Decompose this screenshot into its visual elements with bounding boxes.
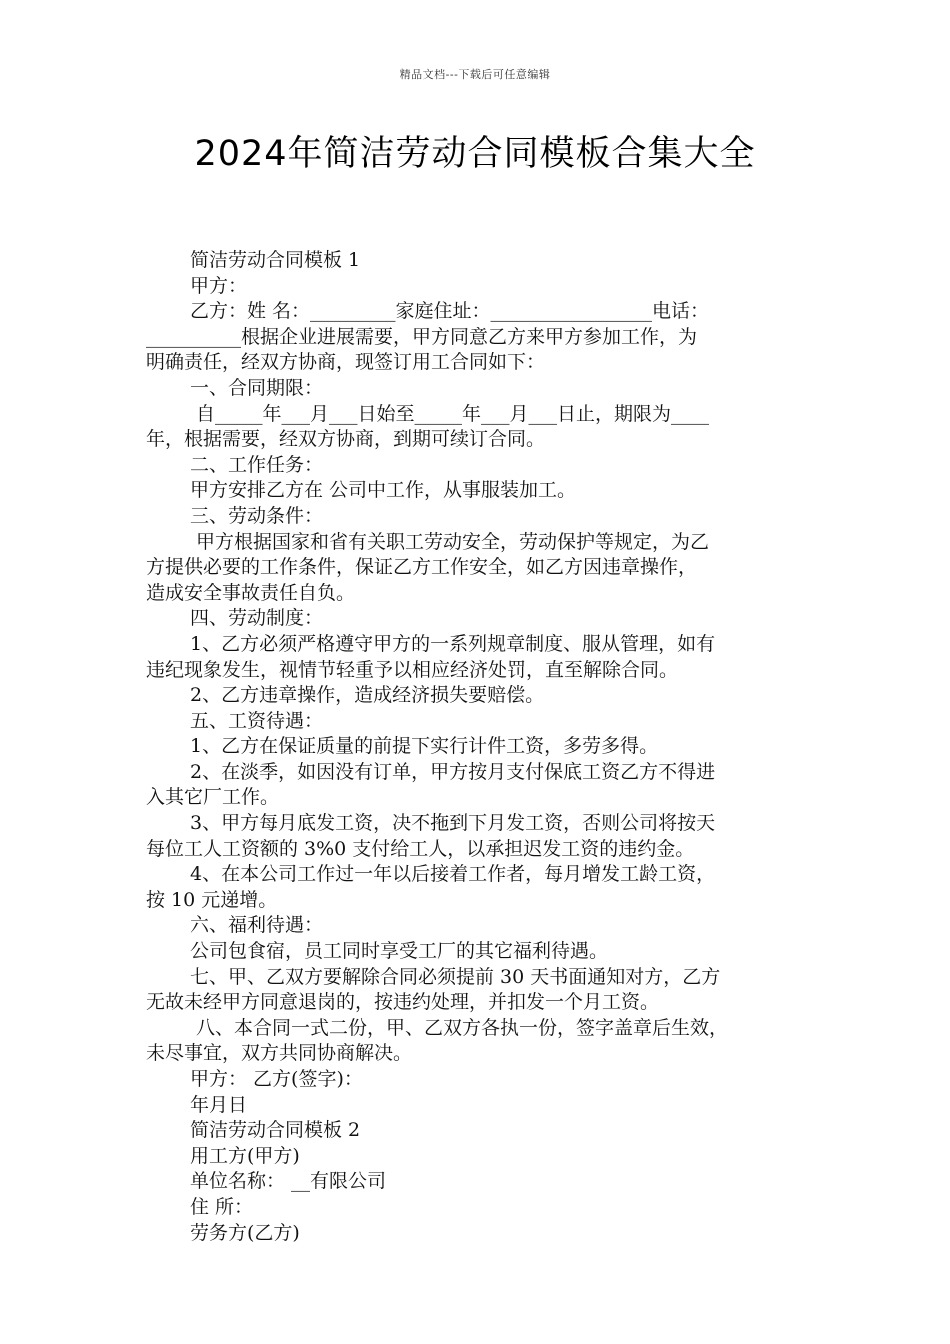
document-line: 八、本合同一式二份，甲、乙双方各执一份，签字盖章后生效， xyxy=(196,1016,729,1039)
document-line: 一、合同期限： xyxy=(190,376,324,399)
document-line: 甲方根据国家和省有关职工劳动安全，劳动保护等规定，为乙 xyxy=(196,530,710,553)
document-line: 公司包食宿，员工同时享受工厂的其它福利待遇。 xyxy=(190,940,609,963)
document-line: 乙方：姓 名：_________家庭住址：_________________电话： xyxy=(190,300,710,323)
document-line: 单位名称： __有限公司 xyxy=(190,1170,387,1193)
document-line: 简洁劳动合同模板 2 xyxy=(190,1119,361,1142)
document-line: 六、福利待遇： xyxy=(190,914,324,937)
document-line: 年，根据需要，经双方协商，到期可续订合同。 xyxy=(146,428,546,451)
header-note: 精品文档---下载后可任意编辑 xyxy=(399,68,551,81)
document-line: 无故未经甲方同意退岗的，按违约处理，并扣发一个月工资。 xyxy=(146,991,660,1014)
document-line: 1、乙方必须严格遵守甲方的一系列规章制度、服从管理，如有 xyxy=(190,632,716,655)
document-line: 3、甲方每月底发工资，决不拖到下月发工资，否则公司将按天 xyxy=(190,812,716,835)
document-line: 甲方： xyxy=(190,274,248,297)
document-line: 用工方(甲方) xyxy=(190,1144,300,1167)
document-line: 每位工人工资额的 3%0 支付给工人，以承担迟发工资的违约金。 xyxy=(146,837,695,860)
document-line: 入其它厂工作。 xyxy=(146,786,280,809)
document-line: 二、工作任务： xyxy=(190,453,324,476)
document-line: 未尽事宜，双方共同协商解决。 xyxy=(146,1042,413,1065)
document-line: 按 10 元递增。 xyxy=(146,888,278,911)
document-line: 四、劳动制度： xyxy=(190,607,324,630)
document-line: 方提供必要的工作条件，保证乙方工作安全，如乙方因违章操作， xyxy=(146,556,698,579)
document-line: 七、甲、乙双方要解除合同必须提前 30 天书面通知对方，乙方 xyxy=(190,965,721,988)
document-line: 年月日 xyxy=(190,1093,248,1116)
document-title: 2024年简洁劳动合同模板合集大全 xyxy=(194,134,756,174)
document-line: __________根据企业进展需要，甲方同意乙方来甲方参加工作，为 xyxy=(146,325,698,348)
document-line: 1、乙方在保证质量的前提下实行计件工资，多劳多得。 xyxy=(190,735,659,758)
document-line: 简洁劳动合同模板 1 xyxy=(190,249,361,271)
document-line: 明确责任，经双方协商，现签订用工合同如下： xyxy=(146,351,546,374)
document-line: 甲方： 乙方(签字)： xyxy=(190,1068,363,1090)
document-line: 违纪现象发生，视情节轻重予以相应经济处罚，直至解除合同。 xyxy=(146,658,679,681)
document-line: 4、在本公司工作过一年以后接着工作者，每月增发工龄工资， xyxy=(190,863,716,886)
document-body xyxy=(146,248,810,1246)
document-line: 造成安全事故责任自负。 xyxy=(146,581,356,604)
document-line: 自_____年___月___日始至_____年___月___日止，期限为____ xyxy=(196,402,710,425)
document-line: 五、工资待遇： xyxy=(190,709,324,732)
document-line: 2、乙方违章操作，造成经济损失要赔偿。 xyxy=(190,684,545,707)
document-line: 劳务方(乙方) xyxy=(190,1221,300,1244)
document-line: 三、劳动条件： xyxy=(190,504,324,527)
document-line: 2、在淡季，如因没有订单，甲方按月支付保底工资乙方不得进 xyxy=(190,760,716,783)
document-line: 住 所： xyxy=(190,1195,254,1218)
document-line: 甲方安排乙方在 公司中工作，从事服装加工。 xyxy=(190,479,577,502)
